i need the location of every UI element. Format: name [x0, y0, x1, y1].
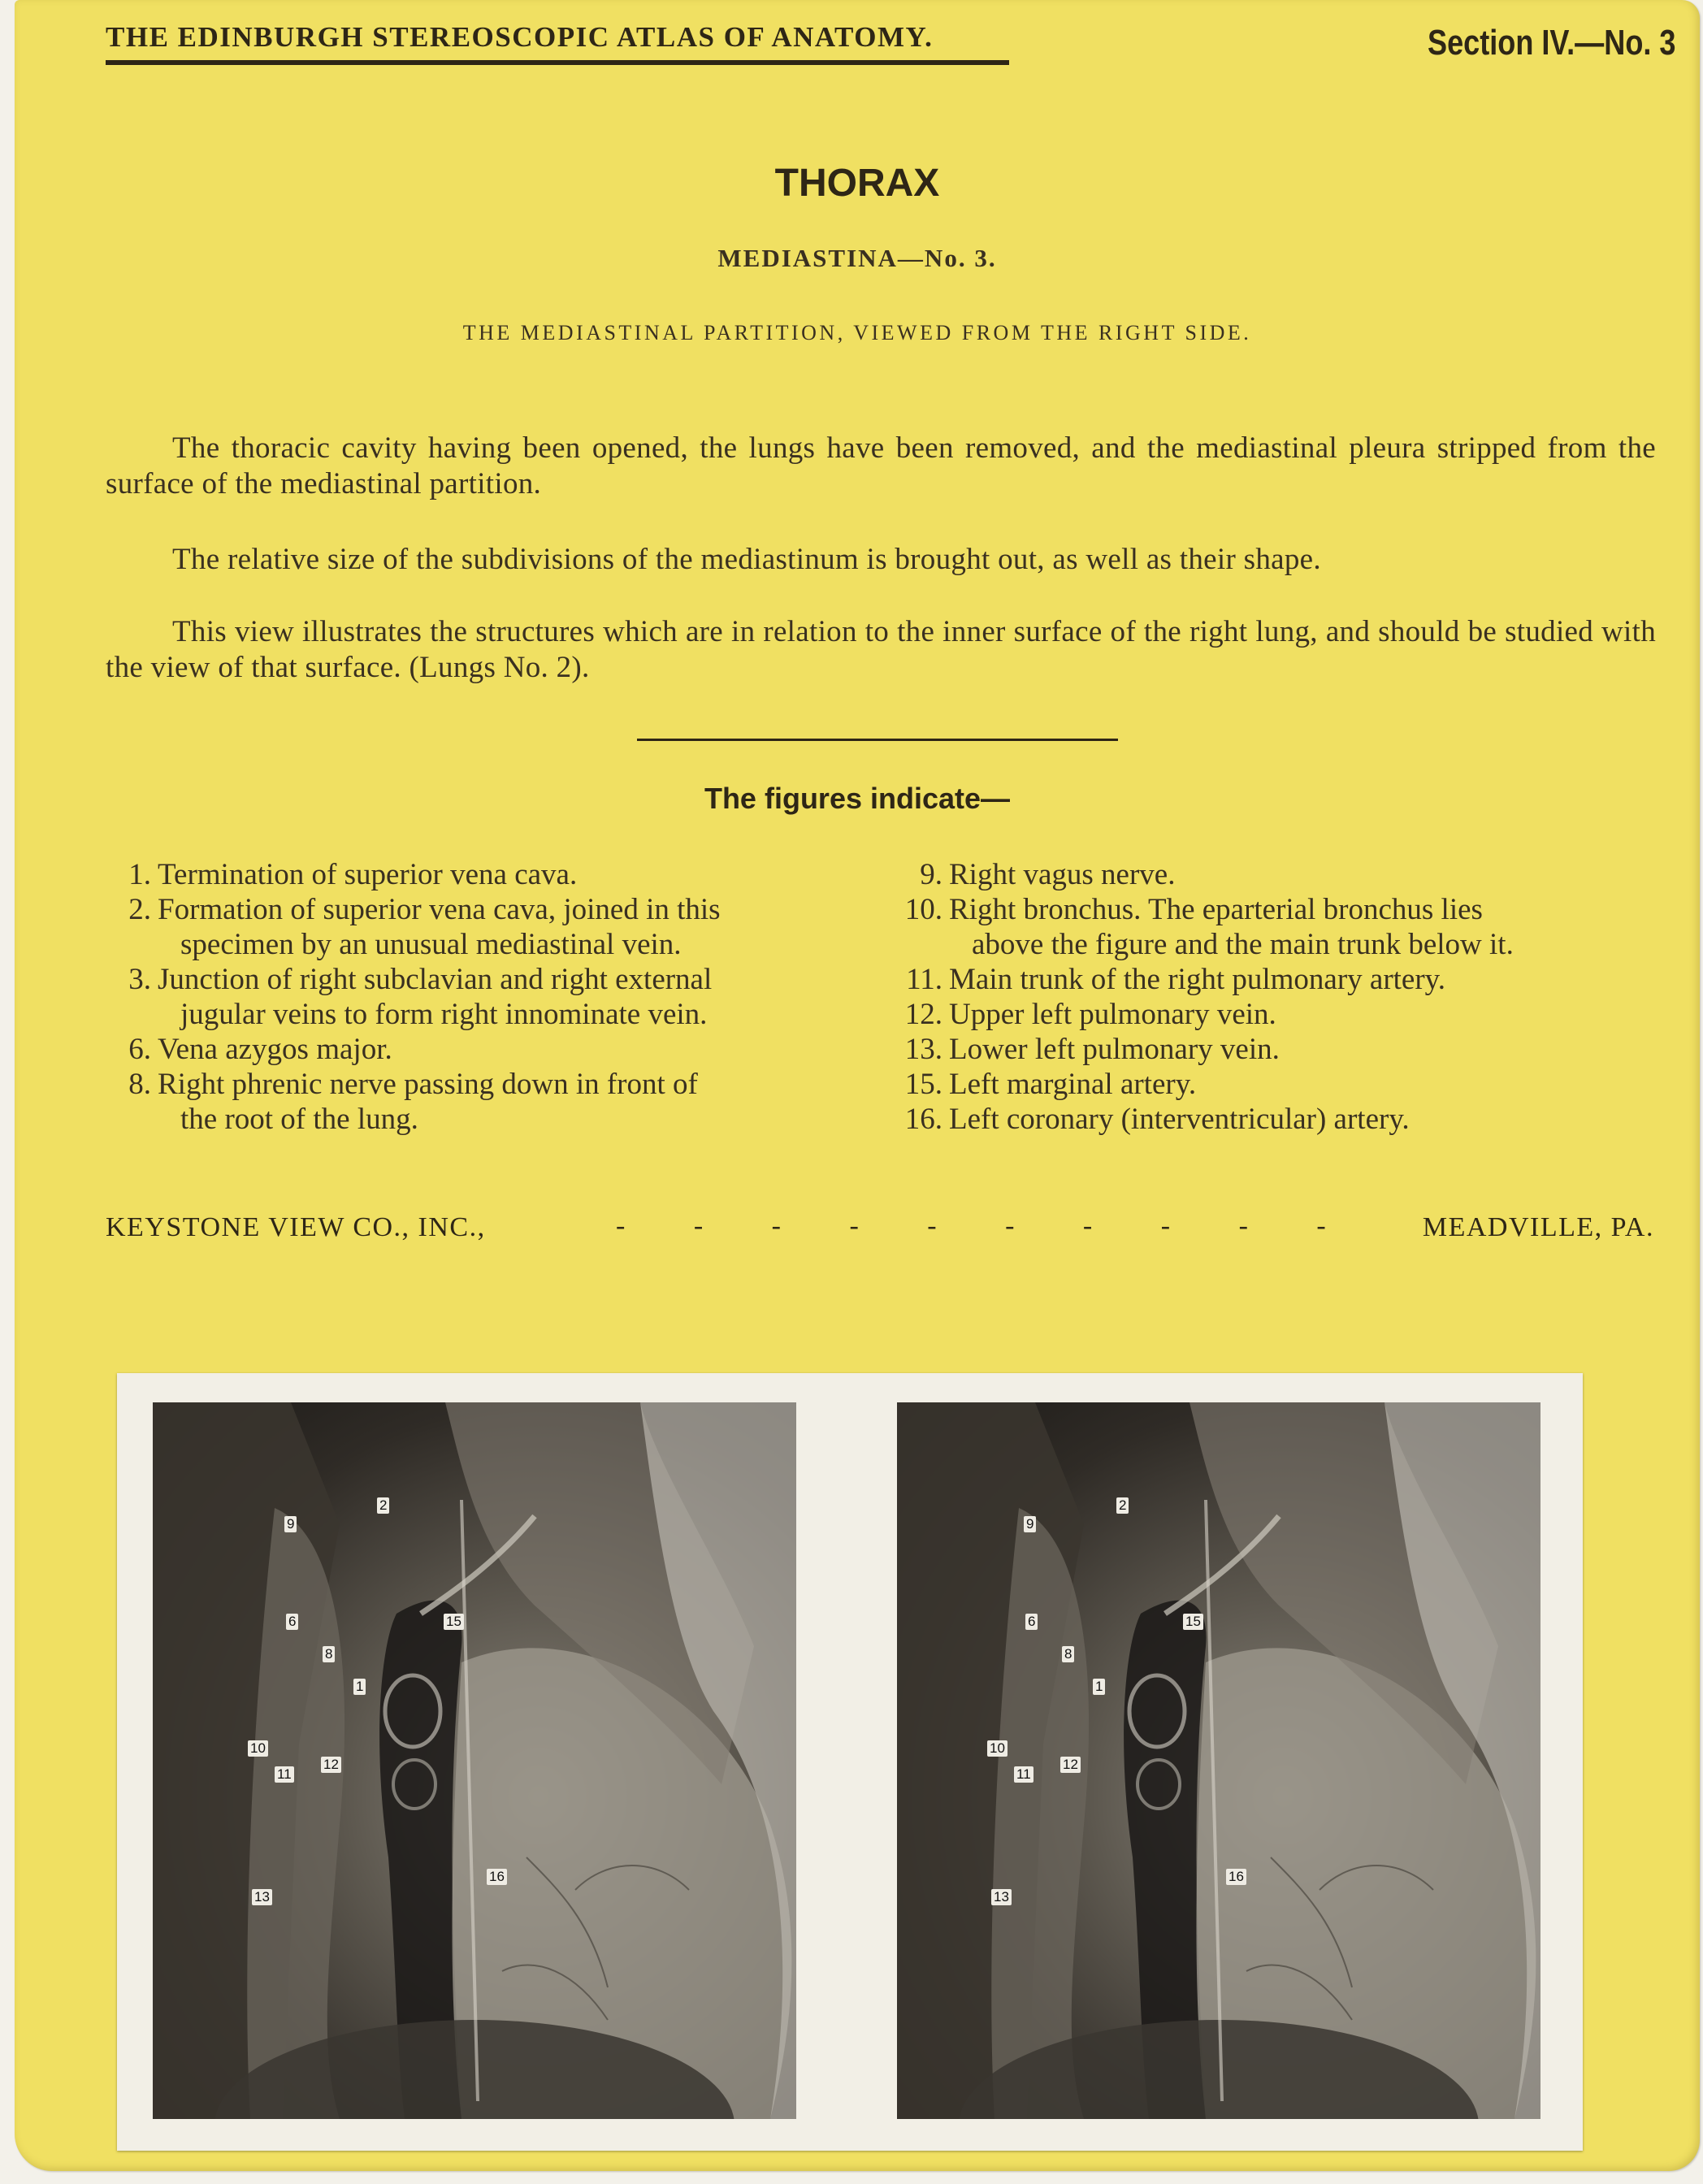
legend-item: 16. Left coronary (interventricular) artery. [904, 1103, 1410, 1136]
photo-figure-label: 9 [1024, 1516, 1036, 1532]
photo-figure-label: 11 [275, 1766, 294, 1783]
photo-figure-label: 13 [252, 1889, 272, 1905]
legend-item: 15. Left marginal artery. [904, 1068, 1197, 1101]
dissection-illustration [897, 1402, 1540, 2119]
section-number: Section IV.—No. 3 [1427, 23, 1675, 63]
stereo-photo-mount [117, 1373, 1583, 2151]
legend-item: 13. Lower left pulmonary vein. [904, 1033, 1280, 1066]
title-underline [106, 60, 1009, 65]
photo-figure-label: 13 [991, 1889, 1012, 1905]
page-subtitle: MEDIASTINA—No. 3. [717, 244, 997, 272]
legend-item: 3. Junction of right subclavian and right external jugular veins to form right innominate vein. [128, 963, 713, 1031]
photo-figure-label: 9 [284, 1516, 297, 1532]
photo-figure-label: 1 [1093, 1679, 1105, 1695]
atlas-card [15, 0, 1700, 2171]
legend-item: 12. Upper left pulmonary vein. [904, 998, 1276, 1031]
photo-figure-label: 2 [1116, 1497, 1129, 1514]
photo-figure-label: 8 [323, 1646, 335, 1662]
legend-item: 2. Formation of superior vena cava, joined in this specimen by an unusual mediastinal vein. [128, 893, 721, 961]
legend-item: 1. Termination of superior vena cava. [128, 858, 578, 891]
photo-figure-label: 6 [1025, 1614, 1038, 1630]
page-title: THORAX [774, 162, 940, 205]
legend-item: 8. Right phrenic nerve passing down in front of the root of the lung. [128, 1068, 698, 1136]
publisher-name: KEYSTONE VIEW CO., INC., [106, 1212, 486, 1242]
photo-figure-label: 10 [987, 1740, 1008, 1757]
leader-dots: - - - - - - - - - - [616, 1211, 1357, 1241]
photo-figure-label: 1 [353, 1679, 366, 1695]
legend-item: 9. Right vagus nerve. [920, 858, 1176, 891]
view-caption: THE MEDIASTINAL PARTITION, VIEWED FROM THE RIGHT SIDE. [462, 321, 1252, 344]
figure-legend-left [106, 857, 874, 1137]
description-paragraph: The relative size of the subdivisions of the mediastinum is brought out, as well as their shape. [172, 543, 1321, 576]
dissection-illustration [153, 1402, 796, 2119]
figures-heading: The figures indicate— [704, 782, 1011, 815]
publisher-location: MEADVILLE, PA. [1422, 1212, 1654, 1242]
stereo-photo-right [897, 1402, 1540, 2119]
stereo-photo-left [153, 1402, 796, 2119]
photo-figure-label: 6 [286, 1614, 298, 1630]
photo-figure-label: 10 [248, 1740, 268, 1757]
photo-figure-label: 12 [1060, 1757, 1081, 1773]
photo-figure-label: 16 [487, 1869, 507, 1885]
legend-item: 6. Vena azygos major. [128, 1033, 392, 1066]
photo-figure-label: 16 [1226, 1869, 1246, 1885]
legend-item: 11. Main trunk of the right pulmonary artery. [906, 963, 1446, 996]
description-paragraph: The thoracic cavity having been opened, the lungs have been removed, and the mediastinal pleura stripped from the surface of the mediastinal partition. [106, 431, 1656, 500]
photo-figure-label: 8 [1062, 1646, 1074, 1662]
photo-figure-label: 12 [321, 1757, 341, 1773]
legend-item: 10. Right bronchus. The eparterial bronchus lies above the figure and the main trunk below it. [904, 893, 1514, 961]
description-paragraph: This view illustrates the structures which are in relation to the inner surface of the right lung, and should be studied with the view of that surface. (Lungs No. 2). [106, 615, 1656, 684]
photo-figure-label: 11 [1014, 1766, 1034, 1783]
figure-legend-right [892, 857, 1656, 1137]
photo-figure-label: 2 [377, 1497, 389, 1514]
atlas-title: THE EDINBURGH STEREOSCOPIC ATLAS OF ANATOMY. [106, 21, 934, 53]
section-divider [637, 739, 1118, 741]
photo-figure-label: 15 [1183, 1614, 1203, 1630]
photo-figure-label: 15 [444, 1614, 464, 1630]
